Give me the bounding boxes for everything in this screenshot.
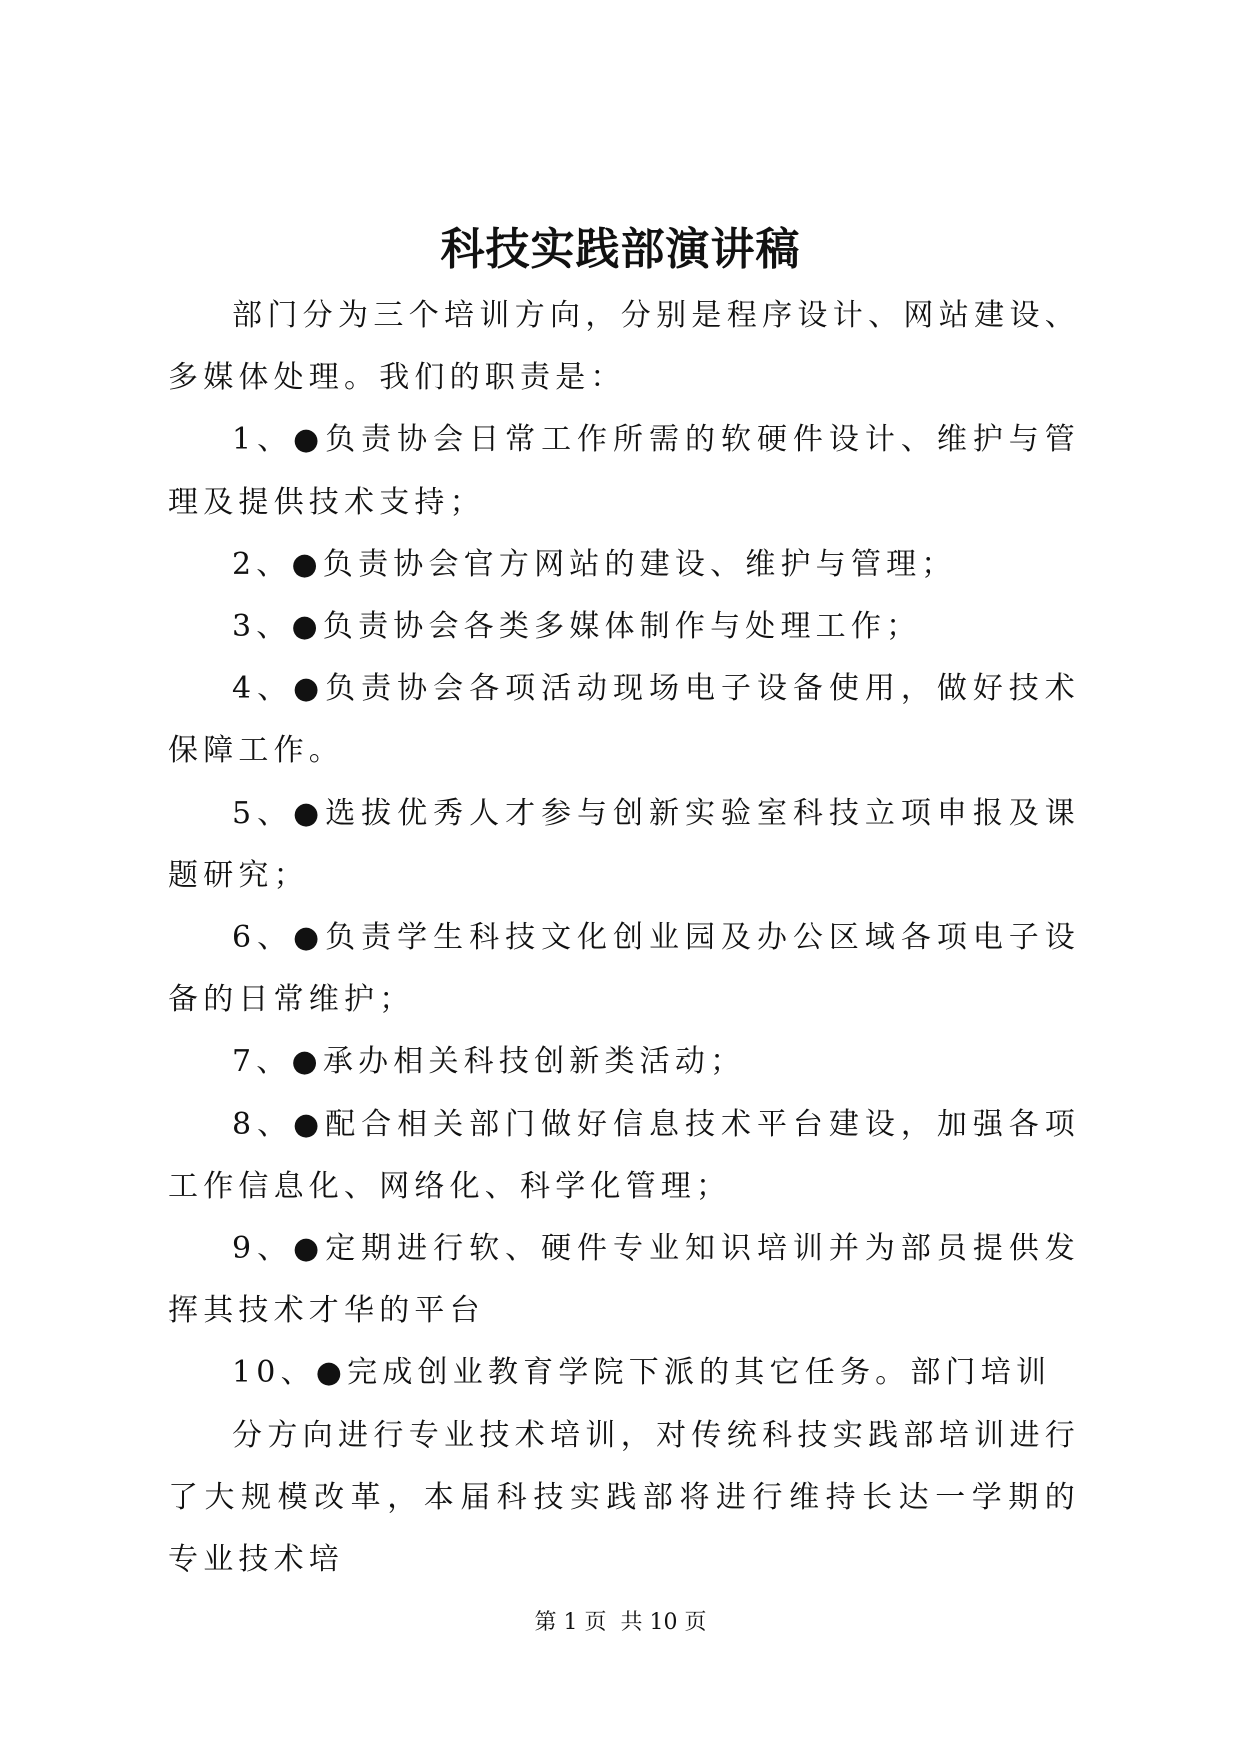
list-item-5: 5、●选拔优秀人才参与创新实验室科技立项申报及课题研究； xyxy=(168,795,1080,893)
list-item-8: 8、●配合相关部门做好信息技术平台建设，加强各项工作信息化、网络化、科学化管理； xyxy=(168,1106,1080,1204)
page-total: 共 10 页 xyxy=(620,1610,707,1635)
page-footer xyxy=(0,1608,1241,1638)
document-body xyxy=(168,285,1080,1591)
list-item-7: 7、●承办相关科技创新类活动； xyxy=(232,1044,746,1080)
list-item-1: 1、●负责协会日常工作所需的软硬件设计、维护与管理及提供技术支持； xyxy=(168,422,1080,520)
paragraph-intro: 部门分为三个培训方向，分别是程序设计、网站建设、多媒体处理。我们的职责是： xyxy=(168,298,1080,396)
paragraph-training: 分方向进行专业技术培训，对传统科技实践部培训进行了大规模改革，本届科技实践部将进行维持长达一学期的专业技术培 xyxy=(168,1417,1080,1578)
list-item-3: 3、●负责协会各类多媒体制作与处理工作； xyxy=(232,609,922,645)
document-title: 科技实践部演讲稿 xyxy=(440,224,801,275)
list-item-10: 10、●完成创业教育学院下派的其它任务。部门培训 xyxy=(232,1355,1052,1391)
page-number: 第 1 页 xyxy=(534,1610,607,1635)
list-item-9: 9、●定期进行软、硬件专业知识培训并为部员提供发挥其技术才华的平台 xyxy=(168,1231,1080,1329)
list-item-2: 2、●负责协会官方网站的建设、维护与管理； xyxy=(232,546,957,582)
list-item-6: 6、●负责学生科技文化创业园及办公区域各项电子设备的日常维护； xyxy=(168,920,1080,1018)
list-item-4: 4、●负责协会各项活动现场电子设备使用，做好技术保障工作。 xyxy=(168,671,1080,769)
